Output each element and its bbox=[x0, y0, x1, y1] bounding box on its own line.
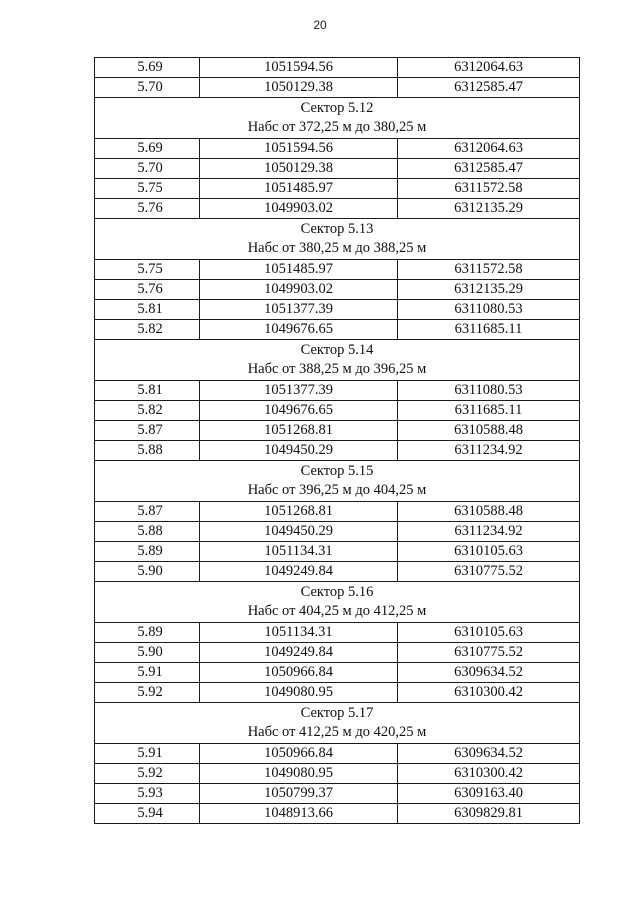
point-number-cell: 5.82 bbox=[95, 401, 200, 421]
x-coordinate-cell: 1049450.29 bbox=[200, 522, 398, 542]
x-coordinate-cell: 1051594.56 bbox=[200, 139, 398, 159]
sector-header-row bbox=[95, 461, 580, 502]
point-number-cell: 5.89 bbox=[95, 542, 200, 562]
table-row bbox=[95, 78, 580, 98]
sector-title: Сектор 5.12 bbox=[300, 100, 374, 116]
point-number-cell: 5.82 bbox=[95, 320, 200, 340]
x-coordinate-cell: 1049249.84 bbox=[200, 562, 398, 582]
x-coordinate-cell: 1050966.84 bbox=[200, 744, 398, 764]
point-number-cell: 5.69 bbox=[95, 58, 200, 78]
table-row bbox=[95, 683, 580, 703]
table-row bbox=[95, 381, 580, 401]
table-row bbox=[95, 542, 580, 562]
y-coordinate-cell: 6312135.29 bbox=[398, 199, 580, 219]
x-coordinate-cell: 1049903.02 bbox=[200, 280, 398, 300]
x-coordinate-cell: 1051134.31 bbox=[200, 623, 398, 643]
point-number-cell: 5.94 bbox=[95, 804, 200, 824]
x-coordinate-cell: 1049450.29 bbox=[200, 441, 398, 461]
table-row bbox=[95, 663, 580, 683]
sector-header-row bbox=[95, 703, 580, 744]
x-coordinate-cell: 1051485.97 bbox=[200, 260, 398, 280]
point-number-cell: 5.87 bbox=[95, 502, 200, 522]
table-row bbox=[95, 159, 580, 179]
table-row bbox=[95, 300, 580, 320]
y-coordinate-cell: 6312064.63 bbox=[398, 139, 580, 159]
table-row bbox=[95, 804, 580, 824]
x-coordinate-cell: 1051594.56 bbox=[200, 58, 398, 78]
coordinates-table bbox=[94, 57, 580, 824]
x-coordinate-cell: 1051377.39 bbox=[200, 300, 398, 320]
y-coordinate-cell: 6311572.58 bbox=[398, 260, 580, 280]
y-coordinate-cell: 6310588.48 bbox=[398, 502, 580, 522]
table-row bbox=[95, 280, 580, 300]
point-number-cell: 5.76 bbox=[95, 199, 200, 219]
sector-title: Сектор 5.15 bbox=[300, 463, 374, 479]
sector-header-row bbox=[95, 219, 580, 260]
point-number-cell: 5.70 bbox=[95, 159, 200, 179]
x-coordinate-cell: 1049676.65 bbox=[200, 401, 398, 421]
y-coordinate-cell: 6311685.11 bbox=[398, 320, 580, 340]
table-row bbox=[95, 744, 580, 764]
table-row bbox=[95, 784, 580, 804]
point-number-cell: 5.92 bbox=[95, 683, 200, 703]
point-number-cell: 5.75 bbox=[95, 179, 200, 199]
sector-title: Сектор 5.14 bbox=[300, 342, 374, 358]
sector-header-row bbox=[95, 582, 580, 623]
y-coordinate-cell: 6311685.11 bbox=[398, 401, 580, 421]
x-coordinate-cell: 1050129.38 bbox=[200, 159, 398, 179]
table-row bbox=[95, 623, 580, 643]
y-coordinate-cell: 6309163.40 bbox=[398, 784, 580, 804]
sector-header-cell bbox=[95, 219, 580, 260]
table-row bbox=[95, 502, 580, 522]
y-coordinate-cell: 6311572.58 bbox=[398, 179, 580, 199]
table-row bbox=[95, 139, 580, 159]
table-row bbox=[95, 562, 580, 582]
y-coordinate-cell: 6312585.47 bbox=[398, 159, 580, 179]
point-number-cell: 5.93 bbox=[95, 784, 200, 804]
table-row bbox=[95, 522, 580, 542]
sector-height-range: Набс от 412,25 м до 420,25 м bbox=[247, 724, 427, 740]
point-number-cell: 5.91 bbox=[95, 663, 200, 683]
coordinates-table-body bbox=[95, 58, 580, 824]
sector-header-cell bbox=[95, 98, 580, 139]
table-row bbox=[95, 441, 580, 461]
x-coordinate-cell: 1051268.81 bbox=[200, 502, 398, 522]
point-number-cell: 5.88 bbox=[95, 522, 200, 542]
table-row bbox=[95, 179, 580, 199]
sector-title: Сектор 5.13 bbox=[300, 221, 374, 237]
y-coordinate-cell: 6310588.48 bbox=[398, 421, 580, 441]
point-number-cell: 5.87 bbox=[95, 421, 200, 441]
y-coordinate-cell: 6309634.52 bbox=[398, 744, 580, 764]
y-coordinate-cell: 6310300.42 bbox=[398, 683, 580, 703]
sector-header-row bbox=[95, 340, 580, 381]
x-coordinate-cell: 1050966.84 bbox=[200, 663, 398, 683]
x-coordinate-cell: 1050799.37 bbox=[200, 784, 398, 804]
y-coordinate-cell: 6310775.52 bbox=[398, 643, 580, 663]
y-coordinate-cell: 6312585.47 bbox=[398, 78, 580, 98]
table-row bbox=[95, 421, 580, 441]
sector-height-range: Набс от 380,25 м до 388,25 м bbox=[247, 240, 427, 256]
sector-header-cell bbox=[95, 340, 580, 381]
table-row bbox=[95, 260, 580, 280]
sector-height-range: Набс от 396,25 м до 404,25 м bbox=[247, 482, 427, 498]
point-number-cell: 5.81 bbox=[95, 381, 200, 401]
sector-height-range: Набс от 372,25 м до 380,25 м bbox=[247, 119, 427, 135]
y-coordinate-cell: 6312135.29 bbox=[398, 280, 580, 300]
sector-header-cell bbox=[95, 461, 580, 502]
x-coordinate-cell: 1051377.39 bbox=[200, 381, 398, 401]
point-number-cell: 5.75 bbox=[95, 260, 200, 280]
y-coordinate-cell: 6310105.63 bbox=[398, 542, 580, 562]
x-coordinate-cell: 1050129.38 bbox=[200, 78, 398, 98]
table-row bbox=[95, 643, 580, 663]
x-coordinate-cell: 1049249.84 bbox=[200, 643, 398, 663]
sector-height-range: Набс от 404,25 м до 412,25 м bbox=[247, 603, 427, 619]
table-row bbox=[95, 764, 580, 784]
y-coordinate-cell: 6309829.81 bbox=[398, 804, 580, 824]
table-row bbox=[95, 199, 580, 219]
point-number-cell: 5.89 bbox=[95, 623, 200, 643]
point-number-cell: 5.90 bbox=[95, 643, 200, 663]
sector-height-range: Набс от 388,25 м до 396,25 м bbox=[247, 361, 427, 377]
x-coordinate-cell: 1051485.97 bbox=[200, 179, 398, 199]
sector-header-cell bbox=[95, 582, 580, 623]
x-coordinate-cell: 1051268.81 bbox=[200, 421, 398, 441]
x-coordinate-cell: 1049903.02 bbox=[200, 199, 398, 219]
point-number-cell: 5.81 bbox=[95, 300, 200, 320]
sector-header-row bbox=[95, 98, 580, 139]
y-coordinate-cell: 6309634.52 bbox=[398, 663, 580, 683]
x-coordinate-cell: 1049080.95 bbox=[200, 764, 398, 784]
table-row bbox=[95, 58, 580, 78]
point-number-cell: 5.70 bbox=[95, 78, 200, 98]
y-coordinate-cell: 6310105.63 bbox=[398, 623, 580, 643]
point-number-cell: 5.88 bbox=[95, 441, 200, 461]
point-number-cell: 5.90 bbox=[95, 562, 200, 582]
y-coordinate-cell: 6311080.53 bbox=[398, 300, 580, 320]
sector-title: Сектор 5.16 bbox=[300, 584, 374, 600]
x-coordinate-cell: 1048913.66 bbox=[200, 804, 398, 824]
point-number-cell: 5.91 bbox=[95, 744, 200, 764]
x-coordinate-cell: 1049676.65 bbox=[200, 320, 398, 340]
table-row bbox=[95, 320, 580, 340]
table-row bbox=[95, 401, 580, 421]
y-coordinate-cell: 6310300.42 bbox=[398, 764, 580, 784]
y-coordinate-cell: 6311080.53 bbox=[398, 381, 580, 401]
point-number-cell: 5.76 bbox=[95, 280, 200, 300]
y-coordinate-cell: 6310775.52 bbox=[398, 562, 580, 582]
sector-title: Сектор 5.17 bbox=[300, 705, 374, 721]
page-number: 20 bbox=[313, 18, 327, 32]
y-coordinate-cell: 6311234.92 bbox=[398, 522, 580, 542]
sector-header-cell bbox=[95, 703, 580, 744]
y-coordinate-cell: 6311234.92 bbox=[398, 441, 580, 461]
y-coordinate-cell: 6312064.63 bbox=[398, 58, 580, 78]
x-coordinate-cell: 1051134.31 bbox=[200, 542, 398, 562]
point-number-cell: 5.69 bbox=[95, 139, 200, 159]
point-number-cell: 5.92 bbox=[95, 764, 200, 784]
x-coordinate-cell: 1049080.95 bbox=[200, 683, 398, 703]
